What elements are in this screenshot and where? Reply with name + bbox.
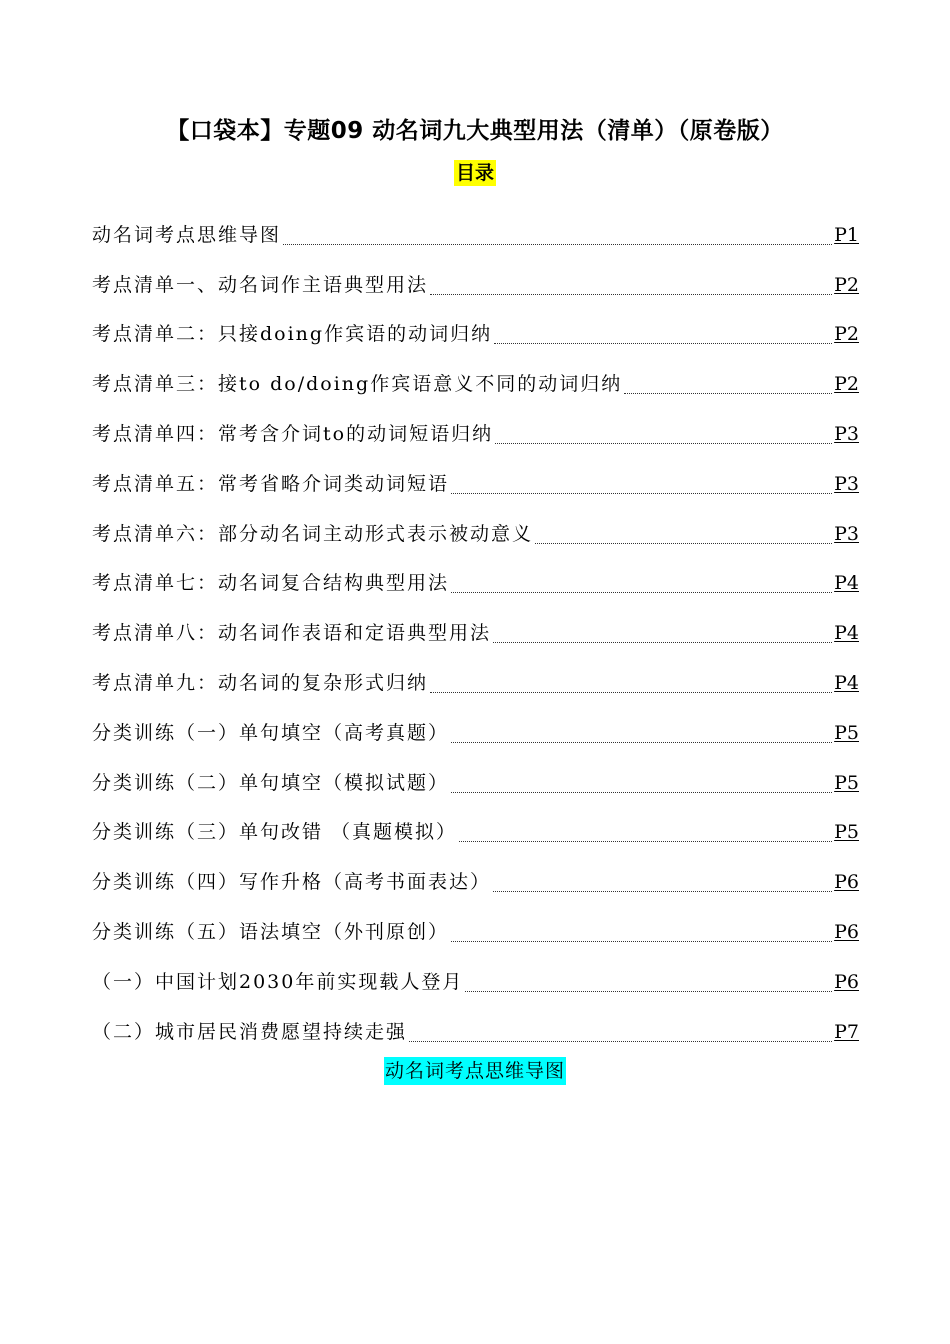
toc-entry[interactable] — [92, 852, 859, 902]
toc-page-number[interactable]: P3 — [834, 472, 859, 495]
toc-leader-dots — [624, 393, 832, 394]
toc-entry-text: 分类训练（四）写作升格（高考书面表达） — [92, 871, 492, 894]
page-title: 【口袋本】专题09 动名词九大典型用法（清单）（原卷版） — [166, 118, 784, 144]
toc-leader-dots — [451, 742, 832, 743]
toc-entry[interactable] — [92, 255, 859, 305]
toc-entry[interactable] — [92, 603, 859, 653]
toc-entry[interactable] — [92, 703, 859, 753]
toc-entry-text: 考点清单二：只接doing作宾语的动词归纳 — [92, 323, 493, 346]
toc-page-number[interactable]: P2 — [834, 373, 859, 396]
table-of-contents — [92, 205, 859, 1052]
toc-page-number[interactable]: P2 — [834, 273, 859, 296]
toc-entry-text: 分类训练（二）单句填空（模拟试题） — [92, 771, 450, 794]
toc-leader-dots — [430, 294, 832, 295]
toc-page-number[interactable]: P6 — [834, 970, 859, 993]
toc-entry[interactable] — [92, 902, 859, 952]
toc-leader-dots — [451, 592, 832, 593]
toc-entry-text: 考点清单四：常考含介词to的动词短语归纳 — [92, 422, 494, 445]
toc-entry-text: 考点清单七：动名词复合结构典型用法 — [92, 572, 450, 595]
toc-entry-text: 考点清单五：常考省略介词类动词短语 — [92, 472, 450, 495]
toc-entry[interactable] — [92, 305, 859, 355]
toc-entry-text: 考点清单八：动名词作表语和定语典型用法 — [92, 622, 492, 645]
toc-page-number[interactable]: P4 — [834, 622, 859, 645]
toc-leader-dots — [535, 543, 832, 544]
toc-entry-text: 分类训练（五）语法填空（外刊原创） — [92, 920, 450, 943]
toc-leader-dots — [459, 841, 832, 842]
toc-entry-text: 考点清单一、动名词作主语典型用法 — [92, 273, 429, 296]
toc-page-number[interactable]: P5 — [834, 721, 859, 744]
toc-entry[interactable] — [92, 803, 859, 853]
toc-entry-text: 考点清单九：动名词的复杂形式归纳 — [92, 671, 429, 694]
toc-page-number[interactable]: P3 — [834, 422, 859, 445]
toc-leader-dots — [494, 343, 832, 344]
toc-leader-dots — [409, 1041, 832, 1042]
toc-entry[interactable] — [92, 404, 859, 454]
toc-page-number[interactable]: P5 — [834, 821, 859, 844]
toc-page-number[interactable]: P2 — [834, 323, 859, 346]
toc-entry[interactable] — [92, 1002, 859, 1052]
toc-page-number[interactable]: P6 — [834, 920, 859, 943]
toc-leader-dots — [493, 891, 832, 892]
section-heading: 动名词考点思维导图 — [384, 1057, 566, 1085]
toc-entry[interactable] — [92, 454, 859, 504]
toc-entry[interactable] — [92, 354, 859, 404]
toc-heading: 目录 — [455, 162, 494, 184]
toc-leader-dots — [495, 443, 832, 444]
toc-leader-dots — [465, 991, 832, 992]
toc-leader-dots — [283, 244, 832, 245]
toc-entry[interactable] — [92, 653, 859, 703]
toc-entry-text: 分类训练（一）单句填空（高考真题） — [92, 721, 450, 744]
toc-entry-text: 考点清单三：接to do/doing作宾语意义不同的动词归纳 — [92, 373, 623, 396]
toc-page-number[interactable]: P4 — [834, 572, 859, 595]
toc-entry-text: （一）中国计划2030年前实现载人登月 — [92, 970, 464, 993]
toc-leader-dots — [451, 792, 832, 793]
toc-entry[interactable] — [92, 205, 859, 255]
toc-page-number[interactable]: P1 — [834, 223, 859, 246]
toc-leader-dots — [451, 941, 832, 942]
section-heading-container — [0, 1057, 950, 1085]
toc-entry[interactable] — [92, 504, 859, 554]
toc-leader-dots — [493, 642, 832, 643]
toc-page-number[interactable]: P7 — [834, 1020, 859, 1043]
toc-page-number[interactable]: P5 — [834, 771, 859, 794]
toc-page-number[interactable]: P4 — [834, 671, 859, 694]
toc-entry[interactable] — [92, 554, 859, 604]
toc-entry[interactable] — [92, 952, 859, 1002]
toc-leader-dots — [430, 692, 832, 693]
toc-entry-text: 动名词考点思维导图 — [92, 223, 282, 246]
toc-heading-container — [0, 160, 950, 186]
toc-entry[interactable] — [92, 753, 859, 803]
toc-entry-text: 分类训练（三）单句改错 （真题模拟） — [92, 821, 458, 844]
toc-page-number[interactable]: P3 — [834, 522, 859, 545]
toc-page-number[interactable]: P6 — [834, 871, 859, 894]
toc-entry-text: （二）城市居民消费愿望持续走强 — [92, 1020, 408, 1043]
toc-entry-text: 考点清单六：部分动名词主动形式表示被动意义 — [92, 522, 534, 545]
toc-leader-dots — [451, 493, 832, 494]
